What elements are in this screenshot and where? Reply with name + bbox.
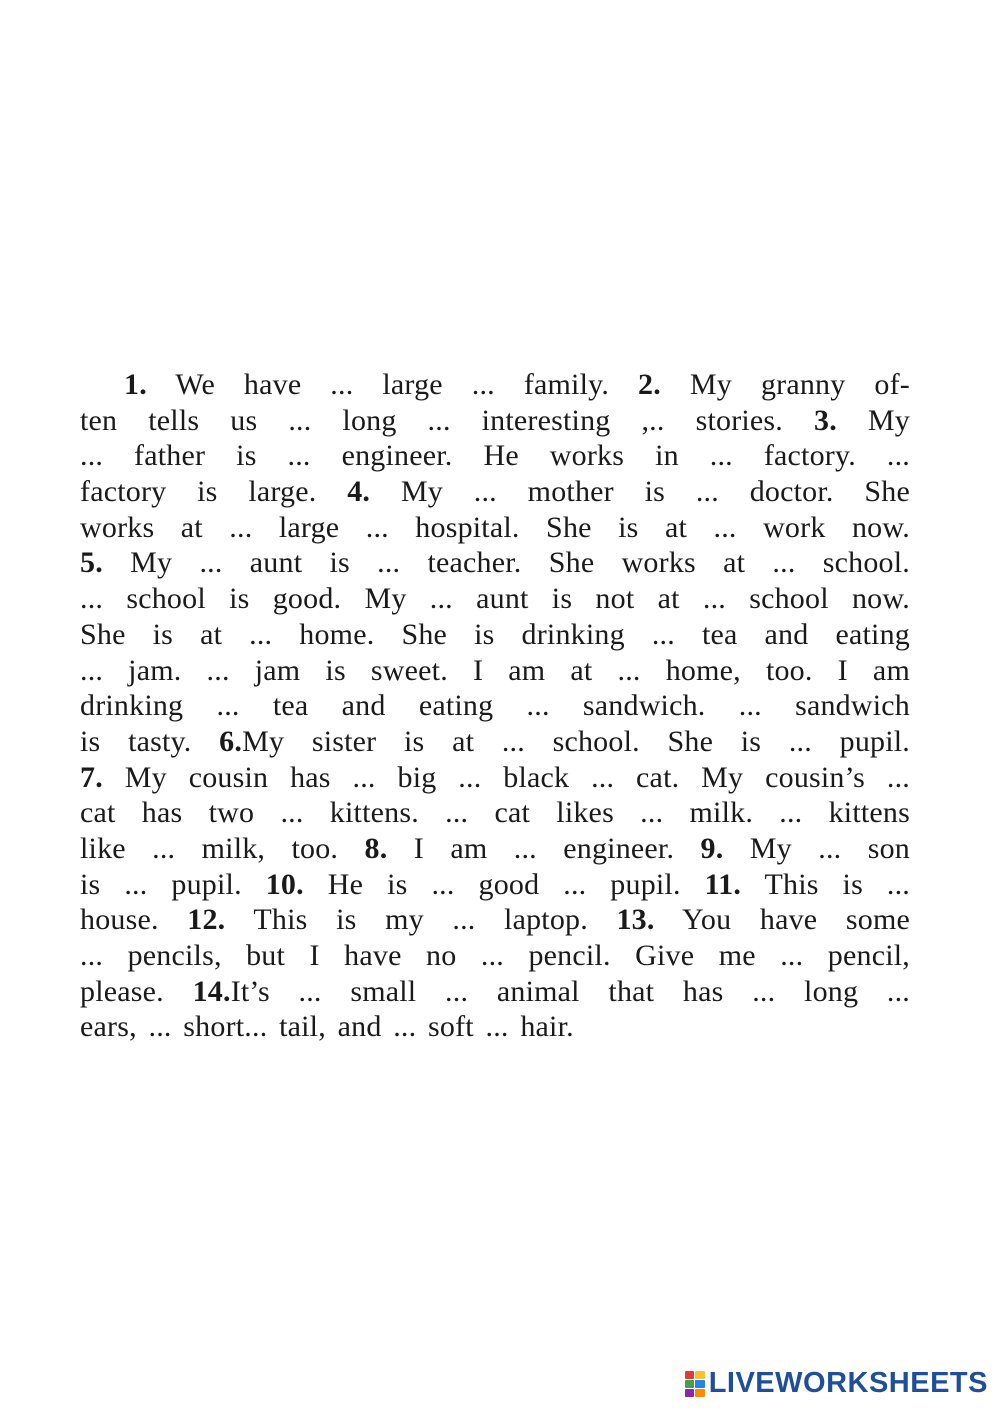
item-number: 8. [364,831,388,865]
sentence-text: drinking ... tea and eating ... sandwich. ... sandwich [80,689,910,723]
sentence-text: This is my ... laptop. [225,903,617,937]
text-line [80,938,910,974]
item-number: 12. [187,903,226,937]
item-number: 7. [80,760,103,794]
item-number: 6. [219,724,243,758]
logo-square [685,1371,695,1379]
brand-name: LIVEWORKSHEETS [708,1367,988,1399]
sentence-text: cat has two ... kittens. ... cat likes ... milk. ... kittens [80,796,910,830]
text-line [80,617,910,653]
text-line [80,688,910,724]
sentence-text: ... pencils, but I have no ... pencil. Give me ... pencil, [80,939,910,972]
text-line [80,867,910,903]
text-line [80,831,910,867]
sentence-text: She is at ... home. She is drinking ... tea and eating [80,617,910,651]
sentence-text: My ... aunt is ... teacher. She works at ... school. [102,546,910,580]
sentence-text: He is ... good ... pupil. [303,867,705,901]
text-line [80,1009,910,1045]
item-number: 1. [124,368,147,401]
item-number: 2. [638,368,661,401]
sentence-text: You have some [654,903,910,937]
logo-square [685,1380,695,1388]
sentence-text: works at ... large ... hospital. She is at ... work now. [80,510,910,544]
text-line [80,403,910,439]
text-line [80,474,910,510]
sentence-text: ... school is good. My ... aunt is not at ... school now. [80,582,910,616]
logo-square [695,1380,705,1388]
item-number: 4. [347,475,371,509]
text-line [80,438,910,474]
sentence-text: This is ... [741,867,911,901]
logo-mark-icon [685,1371,705,1397]
liveworksheets-logo [685,1367,988,1400]
sentence-text: like ... milk, too. [80,831,365,865]
text-line [80,510,910,546]
sentence-text: please. [80,974,193,1008]
item-number: 3. [814,403,837,437]
text-line [80,902,910,938]
sentence-text: is ... pupil. [80,867,266,901]
sentence-text: is tasty. [80,724,220,758]
sentence-text: My cousin has ... big ... black ... cat. My cousin’s ... [102,760,910,794]
sentence-text: My sister is at ... school. She is ... pupil. [242,724,910,758]
item-number: 10. [265,867,304,901]
sentence-text: ears, ... short... tail, and ... soft ... hair. [80,1010,574,1044]
sentence-text: house. [80,903,188,937]
text-line [80,974,910,1010]
sentence-text: factory is large. [80,475,348,509]
item-number: 13. [616,903,655,937]
sentence-text: My ... son [723,831,910,865]
logo-square [695,1389,705,1397]
text-line [80,724,910,760]
exercise-text [80,367,910,1045]
text-line [80,581,910,617]
sentence-text: It’s ... small ... animal that has ... long ... [230,974,910,1008]
sentence-text: We have ... large ... family. [146,368,639,401]
logo-square [685,1389,695,1397]
sentence-text: ... father is ... engineer. He works in ... factory. ... [80,439,910,473]
text-line [80,795,910,831]
sentence-text: I am ... engineer. [387,831,701,865]
item-number: 5. [80,546,103,580]
text-line [80,545,910,581]
sentence-text: ... jam. ... jam is sweet. I am at ... home, too. I am [80,653,910,687]
item-number: 9. [700,831,724,865]
sentence-text: My granny of- [660,368,911,401]
sentence-text: ten tells us ... long ... interesting ,.. stories. [80,403,815,437]
sentence-text: My [836,403,910,437]
item-number: 11. [704,867,742,901]
text-line [80,367,910,403]
item-number: 14. [192,974,231,1008]
text-line [80,760,910,796]
text-line [80,653,910,689]
logo-square [695,1371,705,1379]
sentence-text: My ... mother is ... doctor. She [370,475,910,509]
